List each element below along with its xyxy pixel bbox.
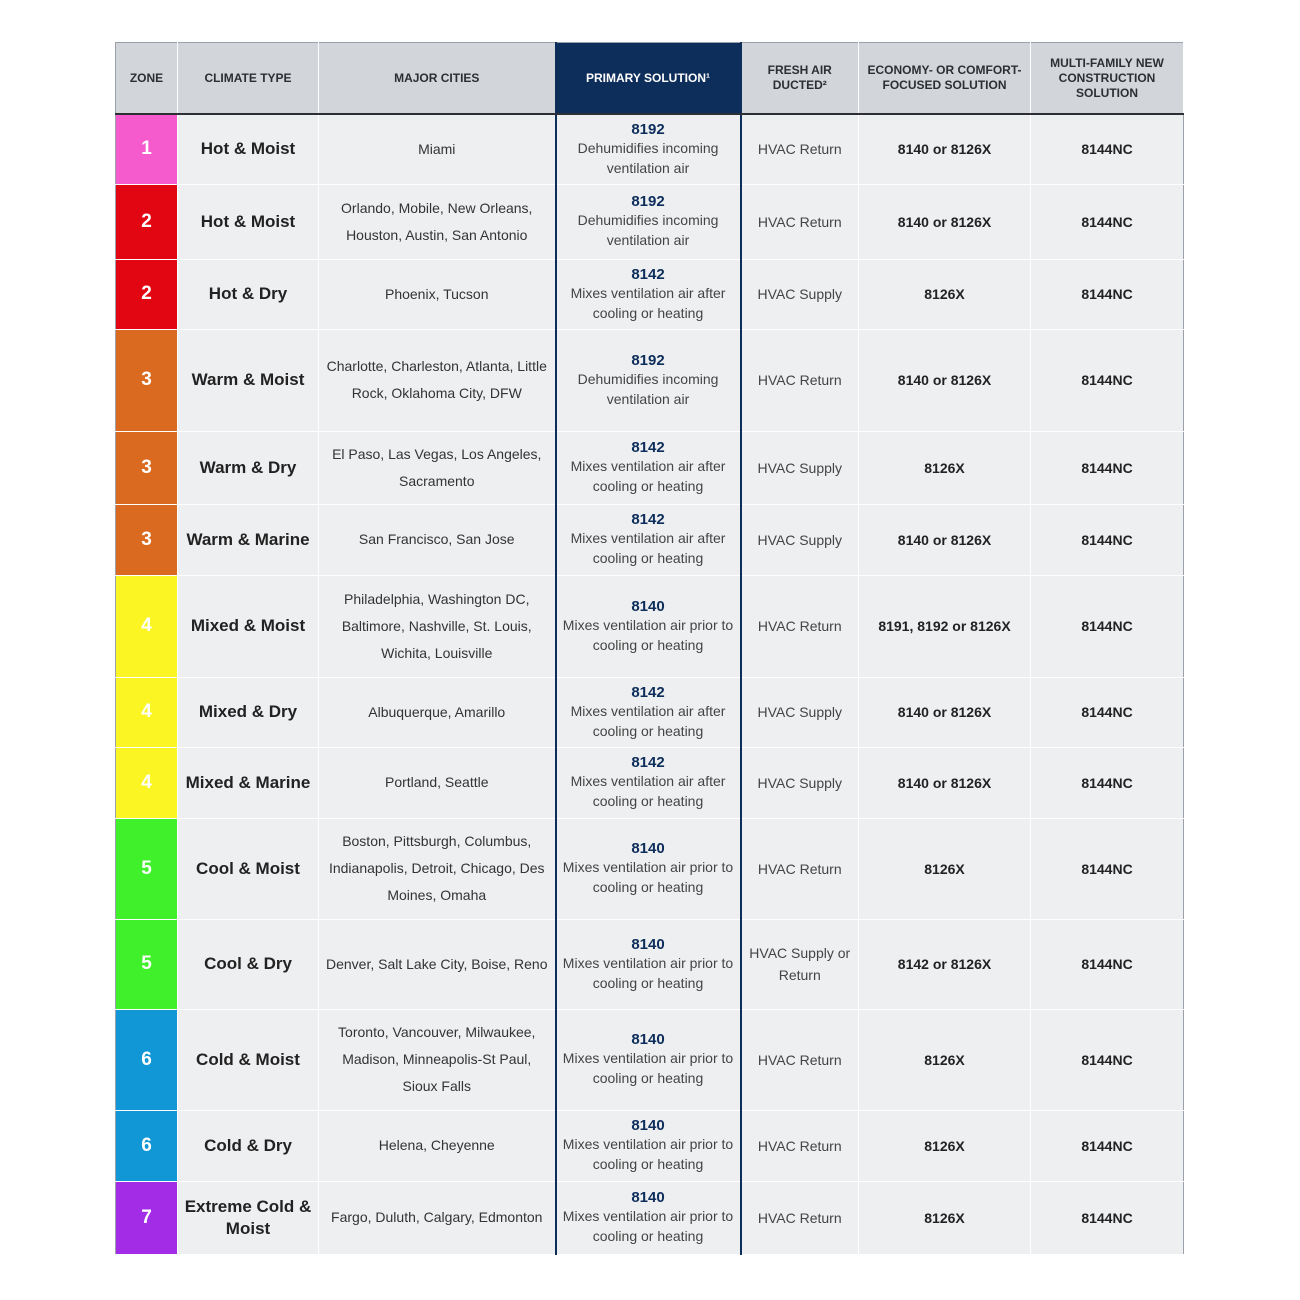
- multifamily-solution-cell: 8144NC: [1031, 677, 1184, 747]
- climate-type-cell: Warm & Moist: [178, 329, 319, 431]
- economy-solution-cell: 8140 or 8126X: [859, 747, 1031, 818]
- climate-type-cell: Mixed & Dry: [178, 677, 319, 747]
- major-cities-cell: Albuquerque, Amarillo: [319, 677, 556, 747]
- multifamily-solution-cell: 8144NC: [1031, 1110, 1184, 1181]
- fresh-air-ducted-cell: HVAC Supply: [741, 747, 859, 818]
- economy-solution-cell: 8140 or 8126X: [859, 677, 1031, 747]
- major-cities-cell: Helena, Cheyenne: [319, 1110, 556, 1181]
- economy-solution-cell: 8191, 8192 or 8126X: [859, 575, 1031, 677]
- zone-cell: 4: [116, 747, 178, 818]
- primary-solution-cell: [556, 329, 741, 431]
- multifamily-solution-cell: 8144NC: [1031, 1181, 1184, 1254]
- economy-solution-cell: 8126X: [859, 1181, 1031, 1254]
- major-cities-cell: Philadelphia, Washington DC, Baltimore, Nashville, St. Louis, Wichita, Louisville: [319, 575, 556, 677]
- primary-model-number: 8140: [631, 597, 665, 615]
- fresh-air-ducted-cell: HVAC Supply or Return: [741, 919, 859, 1009]
- primary-description: Mixes ventilation air after cooling or heating: [570, 702, 726, 739]
- primary-solution-cell: [556, 504, 741, 575]
- climate-type-cell: Warm & Dry: [178, 431, 319, 504]
- multifamily-solution-cell: 8144NC: [1031, 919, 1184, 1009]
- zone-cell: 5: [116, 818, 178, 919]
- primary-solution-cell: [556, 114, 741, 184]
- primary-model-number: 8142: [631, 265, 665, 283]
- economy-solution-cell: 8140 or 8126X: [859, 114, 1031, 184]
- table-row: [116, 1009, 1184, 1110]
- primary-description: Mixes ventilation air prior to cooling or heating: [562, 954, 734, 991]
- fresh-air-ducted-cell: HVAC Return: [741, 329, 859, 431]
- fresh-air-ducted-cell: HVAC Supply: [741, 431, 859, 504]
- primary-model-number: 8192: [631, 351, 665, 369]
- table-header: [116, 43, 1184, 115]
- primary-model-number: 8192: [631, 120, 665, 138]
- climate-type-cell: Hot & Moist: [178, 184, 319, 259]
- header-major-cities: MAJOR CITIES: [319, 43, 556, 115]
- zone-cell: 6: [116, 1009, 178, 1110]
- climate-type-cell: Cool & Dry: [178, 919, 319, 1009]
- primary-description: Dehumidifies incoming ventilation air: [577, 212, 719, 248]
- fresh-air-ducted-cell: HVAC Return: [741, 114, 859, 184]
- major-cities-cell: Fargo, Duluth, Calgary, Edmonton: [319, 1181, 556, 1254]
- economy-solution-cell: 8126X: [859, 259, 1031, 329]
- primary-description: Mixes ventilation air prior to cooling or heating: [562, 1208, 734, 1244]
- multifamily-solution-cell: 8144NC: [1031, 184, 1184, 259]
- header-primary-solution: PRIMARY SOLUTION¹: [556, 43, 741, 115]
- primary-model-number: 8140: [631, 840, 665, 857]
- fresh-air-ducted-cell: HVAC Return: [741, 184, 859, 259]
- economy-solution-cell: 8126X: [859, 818, 1031, 919]
- primary-description: Mixes ventilation air prior to cooling or heating: [562, 859, 734, 895]
- multifamily-solution-cell: 8144NC: [1031, 1009, 1184, 1110]
- fresh-air-ducted-cell: HVAC Return: [741, 1009, 859, 1110]
- primary-description: Mixes ventilation air after cooling or heating: [570, 458, 726, 494]
- climate-type-cell: Extreme Cold & Moist: [178, 1181, 319, 1254]
- climate-type-cell: Mixed & Moist: [178, 575, 319, 677]
- fresh-air-ducted-cell: HVAC Return: [741, 1181, 859, 1254]
- primary-solution-cell: [556, 259, 741, 329]
- fresh-air-ducted-cell: HVAC Supply: [741, 504, 859, 575]
- multifamily-solution-cell: 8144NC: [1031, 575, 1184, 677]
- multifamily-solution-cell: 8144NC: [1031, 431, 1184, 504]
- primary-solution-cell: [556, 818, 741, 919]
- multifamily-solution-cell: 8144NC: [1031, 329, 1184, 431]
- zone-cell: 2: [116, 184, 178, 259]
- table-row: [116, 431, 1184, 504]
- primary-description: Mixes ventilation air prior to cooling or heating: [562, 1136, 734, 1172]
- primary-model-number: 8140: [631, 935, 665, 953]
- zone-cell: 6: [116, 1110, 178, 1181]
- table-row: [116, 184, 1184, 259]
- primary-description: Dehumidifies incoming ventilation air: [577, 370, 719, 407]
- table-body: [116, 114, 1184, 1254]
- zone-cell: 4: [116, 677, 178, 747]
- climate-type-cell: Cool & Moist: [178, 818, 319, 919]
- table-row: [116, 504, 1184, 575]
- major-cities-cell: El Paso, Las Vegas, Los Angeles, Sacramento: [319, 431, 556, 504]
- major-cities-cell: Miami: [319, 114, 556, 184]
- zone-cell: 3: [116, 504, 178, 575]
- primary-solution-cell: [556, 575, 741, 677]
- multifamily-solution-cell: 8144NC: [1031, 114, 1184, 184]
- primary-solution-cell: [556, 1181, 741, 1254]
- climate-type-cell: Cold & Dry: [178, 1110, 319, 1181]
- zone-cell: 2: [116, 259, 178, 329]
- climate-type-cell: Mixed & Marine: [178, 747, 319, 818]
- major-cities-cell: Portland, Seattle: [319, 747, 556, 818]
- zone-cell: 3: [116, 431, 178, 504]
- table-row: [116, 259, 1184, 329]
- primary-solution-cell: [556, 1009, 741, 1110]
- primary-model-number: 8192: [631, 193, 665, 210]
- table-row: [116, 1110, 1184, 1181]
- table-row: [116, 747, 1184, 818]
- primary-model-number: 8142: [631, 511, 665, 528]
- fresh-air-ducted-cell: HVAC Return: [741, 818, 859, 919]
- climate-type-cell: Warm & Marine: [178, 504, 319, 575]
- major-cities-cell: Boston, Pittsburgh, Columbus, Indianapolis, Detroit, Chicago, Des Moines, Omaha: [319, 818, 556, 919]
- header-fresh-air-ducted: FRESH AIR DUCTED²: [741, 43, 859, 115]
- header-row: [116, 43, 1184, 115]
- major-cities-cell: Denver, Salt Lake City, Boise, Reno: [319, 919, 556, 1009]
- primary-description: Mixes ventilation air prior to cooling or heating: [562, 1050, 734, 1086]
- economy-solution-cell: 8126X: [859, 1009, 1031, 1110]
- economy-solution-cell: 8142 or 8126X: [859, 919, 1031, 1009]
- economy-solution-cell: 8126X: [859, 1110, 1031, 1181]
- climate-type-cell: Hot & Dry: [178, 259, 319, 329]
- fresh-air-ducted-cell: HVAC Supply: [741, 259, 859, 329]
- climate-zone-table: [115, 42, 1184, 1255]
- fresh-air-ducted-cell: HVAC Return: [741, 575, 859, 677]
- primary-description: Mixes ventilation air prior to cooling or heating: [562, 616, 734, 653]
- multifamily-solution-cell: 8144NC: [1031, 259, 1184, 329]
- economy-solution-cell: 8140 or 8126X: [859, 329, 1031, 431]
- zone-cell: 3: [116, 329, 178, 431]
- header-climate-type: CLIMATE TYPE: [178, 43, 319, 115]
- major-cities-cell: San Francisco, San Jose: [319, 504, 556, 575]
- primary-solution-cell: [556, 184, 741, 259]
- fresh-air-ducted-cell: HVAC Return: [741, 1110, 859, 1181]
- economy-solution-cell: 8126X: [859, 431, 1031, 504]
- header-multifamily-solution: MULTI-FAMILY NEW CONSTRUCTION SOLUTION: [1031, 43, 1184, 115]
- header-economy-solution: ECONOMY- OR COMFORT-FOCUSED SOLUTION: [859, 43, 1031, 115]
- primary-model-number: 8142: [631, 754, 665, 771]
- header-zone: ZONE: [116, 43, 178, 115]
- climate-type-cell: Cold & Moist: [178, 1009, 319, 1110]
- table-row: [116, 677, 1184, 747]
- zone-cell: 1: [116, 114, 178, 184]
- multifamily-solution-cell: 8144NC: [1031, 504, 1184, 575]
- primary-description: Mixes ventilation air after cooling or heating: [570, 284, 726, 321]
- primary-description: Mixes ventilation air after cooling or heating: [570, 530, 726, 566]
- table-row: [116, 329, 1184, 431]
- primary-model-number: 8140: [631, 1189, 665, 1206]
- primary-solution-cell: [556, 747, 741, 818]
- primary-model-number: 8142: [631, 683, 665, 701]
- major-cities-cell: Phoenix, Tucson: [319, 259, 556, 329]
- primary-solution-cell: [556, 1110, 741, 1181]
- table-row: [116, 575, 1184, 677]
- primary-description: Dehumidifies incoming ventilation air: [577, 139, 719, 176]
- primary-solution-cell: [556, 431, 741, 504]
- primary-model-number: 8140: [631, 1031, 665, 1048]
- primary-description: Mixes ventilation air after cooling or heating: [570, 773, 726, 809]
- major-cities-cell: Toronto, Vancouver, Milwaukee, Madison, Minneapolis-St Paul, Sioux Falls: [319, 1009, 556, 1110]
- major-cities-cell: Orlando, Mobile, New Orleans, Houston, Austin, San Antonio: [319, 184, 556, 259]
- multifamily-solution-cell: 8144NC: [1031, 818, 1184, 919]
- major-cities-cell: Charlotte, Charleston, Atlanta, Little Rock, Oklahoma City, DFW: [319, 329, 556, 431]
- table-row: [116, 114, 1184, 184]
- zone-cell: 5: [116, 919, 178, 1009]
- fresh-air-ducted-cell: HVAC Supply: [741, 677, 859, 747]
- primary-solution-cell: [556, 919, 741, 1009]
- zone-cell: 7: [116, 1181, 178, 1254]
- primary-model-number: 8140: [631, 1117, 665, 1134]
- economy-solution-cell: 8140 or 8126X: [859, 504, 1031, 575]
- climate-type-cell: Hot & Moist: [178, 114, 319, 184]
- table-row: [116, 1181, 1184, 1254]
- primary-solution-cell: [556, 677, 741, 747]
- economy-solution-cell: 8140 or 8126X: [859, 184, 1031, 259]
- table-row: [116, 919, 1184, 1009]
- multifamily-solution-cell: 8144NC: [1031, 747, 1184, 818]
- primary-model-number: 8142: [631, 439, 665, 456]
- table-row: [116, 818, 1184, 919]
- zone-cell: 4: [116, 575, 178, 677]
